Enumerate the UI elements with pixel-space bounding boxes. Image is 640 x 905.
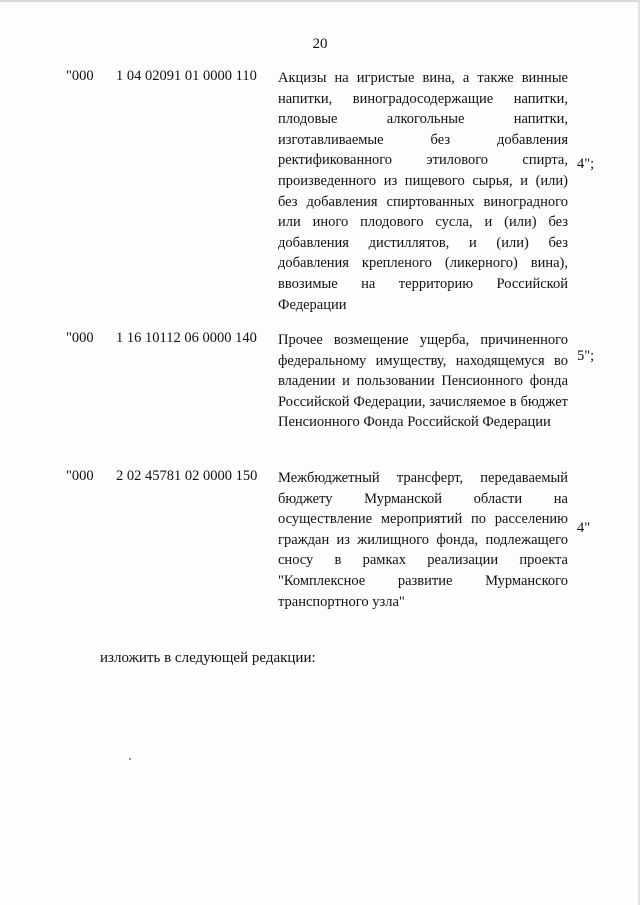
admin-code: "000	[66, 330, 94, 346]
norm-value: 4";	[577, 156, 595, 172]
admin-code: "000	[66, 68, 94, 84]
admin-code: "000	[66, 468, 94, 484]
income-description: Межбюджетный трансферт, передаваемый бюджету Мурманской области на осуществление мероприятий по расселению граждан из жилищного фонда, подлежащего сносу в рамках реализации проекта "Комплексное развитие Мурманского транспортного узла"	[278, 470, 568, 610]
instruction-text: изложить в следующей редакции:	[100, 650, 316, 666]
budget-classification-code: 1 04 02091 01 0000 110	[116, 68, 257, 84]
income-description: Прочее возмещение ущерба, причиненного федеральному имуществу, находящемуся во владении и пользовании Пенсионного фонда Российской Федерации, зачисляемое в бюджет Пенсионного Фонда Российской Федерации	[278, 332, 568, 431]
scan-edge-top	[0, 0, 640, 2]
income-description: Акцизы на игристые вина, а также винные напитки, виноградосодержащие напитки, плодовые алкогольные напитки, изготавливаемые без добавления ректификованного этилового спирта, произведенного из пищевого сырья, и (или) без добавления спиртованных виноградного или иного плодового сусла, и (или) без добавления дистиллятов, и (или) без добавления крепленого (ликерного) вина), ввозимые на территорию Российской Федерации	[278, 70, 568, 313]
budget-classification-code: 2 02 45781 02 0000 150	[116, 468, 258, 484]
scan-speck	[129, 758, 131, 760]
norm-value: 5";	[577, 348, 595, 364]
budget-classification-code: 1 16 10112 06 0000 140	[116, 330, 257, 346]
page-number: 20	[312, 36, 328, 52]
norm-value: 4"	[577, 520, 591, 536]
